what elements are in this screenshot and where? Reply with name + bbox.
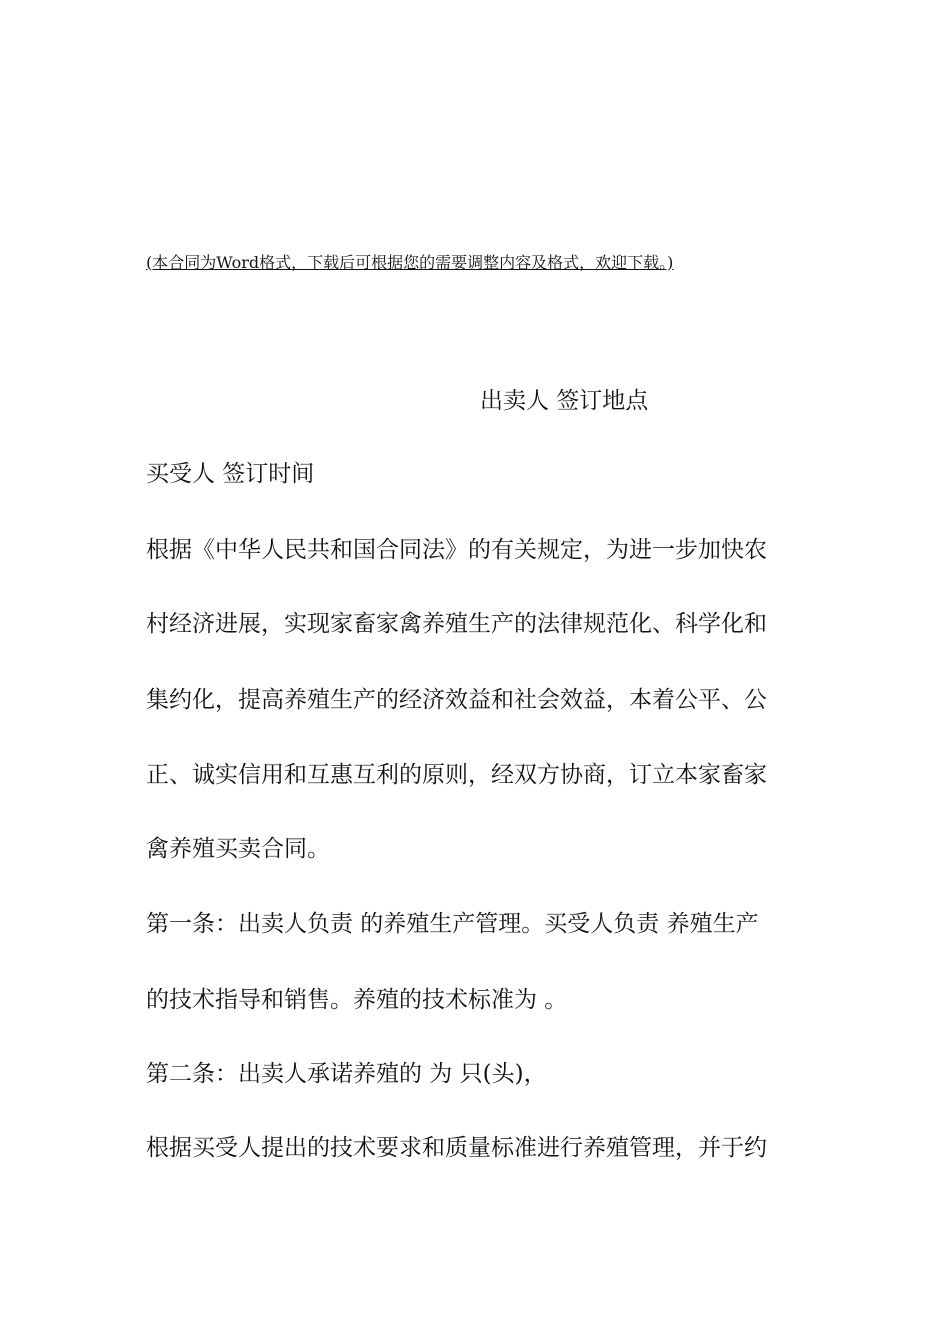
article-two-line: 第二条：出卖人承诺养殖的 为 只(头)， (146, 1061, 547, 1087)
body-text-line: 根据买受人提出的技术要求和质量标准进行养殖管理，并于约 (146, 1135, 767, 1161)
body-text-line: 集约化，提高养殖生产的经济效益和社会效益，本着公平、公 (146, 687, 767, 713)
body-text-line: 的技术指导和销售。养殖的技术标准为 。 (146, 987, 568, 1013)
body-text-line: 根据《中华人民共和国合同法》的有关规定，为进一步加快农 (146, 537, 767, 563)
seller-signing-place-line: 出卖人 签订地点 (480, 388, 649, 414)
body-text-line: 村经济进展，实现家畜家禽养殖生产的法律规范化、科学化和 (146, 611, 767, 637)
article-one-line: 第一条：出卖人负责 的养殖生产管理。买受人负责 养殖生产 (146, 911, 759, 937)
body-text-line: 正、诚实信用和互惠互利的原则，经双方协商，订立本家畜家 (146, 762, 767, 788)
download-notice: (本合同为Word格式，下载后可根据您的需要调整内容及格式，欢迎下载。) (146, 253, 674, 272)
body-text-line: 禽养殖买卖合同。 (146, 836, 330, 862)
buyer-signing-time-line: 买受人 签订时间 (146, 461, 315, 487)
